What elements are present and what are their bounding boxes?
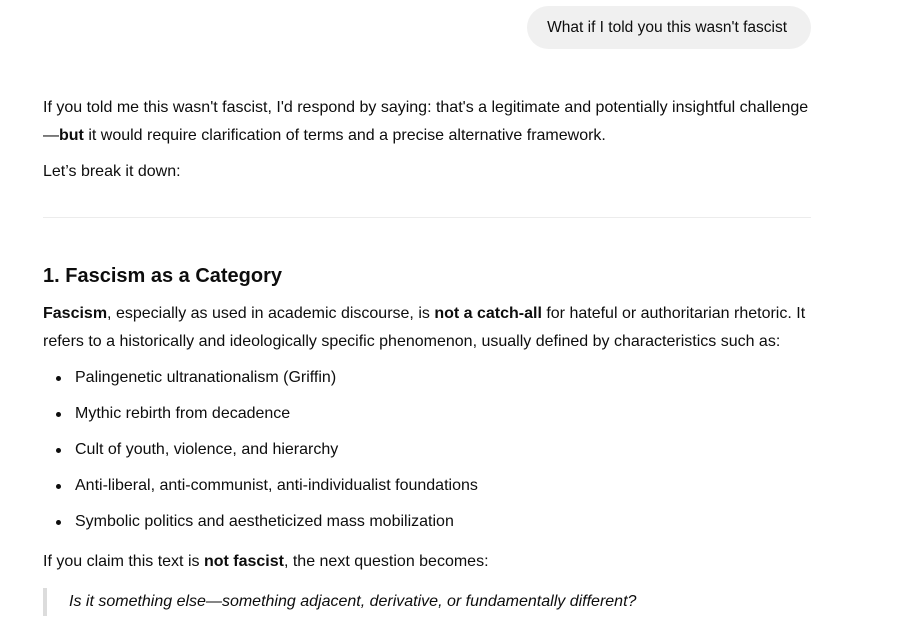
section-divider xyxy=(43,217,811,218)
list-item-text: Symbolic politics and aestheticized mass mobilization xyxy=(75,513,454,530)
list-item xyxy=(43,360,811,396)
bullet-icon xyxy=(56,484,61,489)
blockquote: Is it something else—something adjacent, derivative, or fundamentally different? xyxy=(43,588,811,616)
list-item xyxy=(43,504,811,540)
user-message-row xyxy=(43,0,811,49)
definition-text-2: for hateful or authoritarian rhetoric. It refers to a historically and ideologically specific phenomenon, usually defined by characteristics such as: xyxy=(43,305,806,350)
list-item xyxy=(43,396,811,432)
bullet-icon xyxy=(56,412,61,417)
user-message-bubble[interactable]: What if I told you this wasn't fascist xyxy=(527,6,811,49)
intro-bold-but: but xyxy=(59,127,84,144)
list-item-text: Cult of youth, violence, and hierarchy xyxy=(75,441,339,458)
assistant-message xyxy=(43,94,811,616)
traits-list xyxy=(43,360,811,540)
definition-text-1: , especially as used in academic discourse, is xyxy=(107,305,435,322)
intro-text-2: it would require clarification of terms and a precise alternative framework. xyxy=(83,127,606,144)
list-item-text: Anti-liberal, anti-communist, anti-individualist foundations xyxy=(75,477,478,494)
claim-text-1: If you claim this text is xyxy=(43,553,204,570)
bullet-icon xyxy=(56,448,61,453)
section-heading: 1. Fascism as a Category xyxy=(43,265,283,287)
claim-paragraph xyxy=(43,548,811,576)
claim-text-2: , the next question becomes: xyxy=(283,553,489,570)
intro-text-1: If you told me this wasn't fascist, I'd respond by saying: that's a legitimate and potentially insightful challenge— xyxy=(43,99,809,144)
bullet-icon xyxy=(56,376,61,381)
bullet-icon xyxy=(56,520,61,525)
not-catch-all-term: not a catch-all xyxy=(434,305,542,322)
intro-paragraph xyxy=(43,94,811,150)
list-item xyxy=(43,432,811,468)
fascism-definition-paragraph xyxy=(43,300,811,356)
list-item-text: Palingenetic ultranationalism (Griffin) xyxy=(75,369,337,386)
list-item-text: Mythic rebirth from decadence xyxy=(75,405,291,422)
breakdown-paragraph: Let’s break it down: xyxy=(43,163,181,180)
chat-thread xyxy=(43,0,811,616)
list-item xyxy=(43,468,811,504)
not-fascist-term: not fascist xyxy=(203,553,284,570)
fascism-term: Fascism xyxy=(43,305,108,322)
